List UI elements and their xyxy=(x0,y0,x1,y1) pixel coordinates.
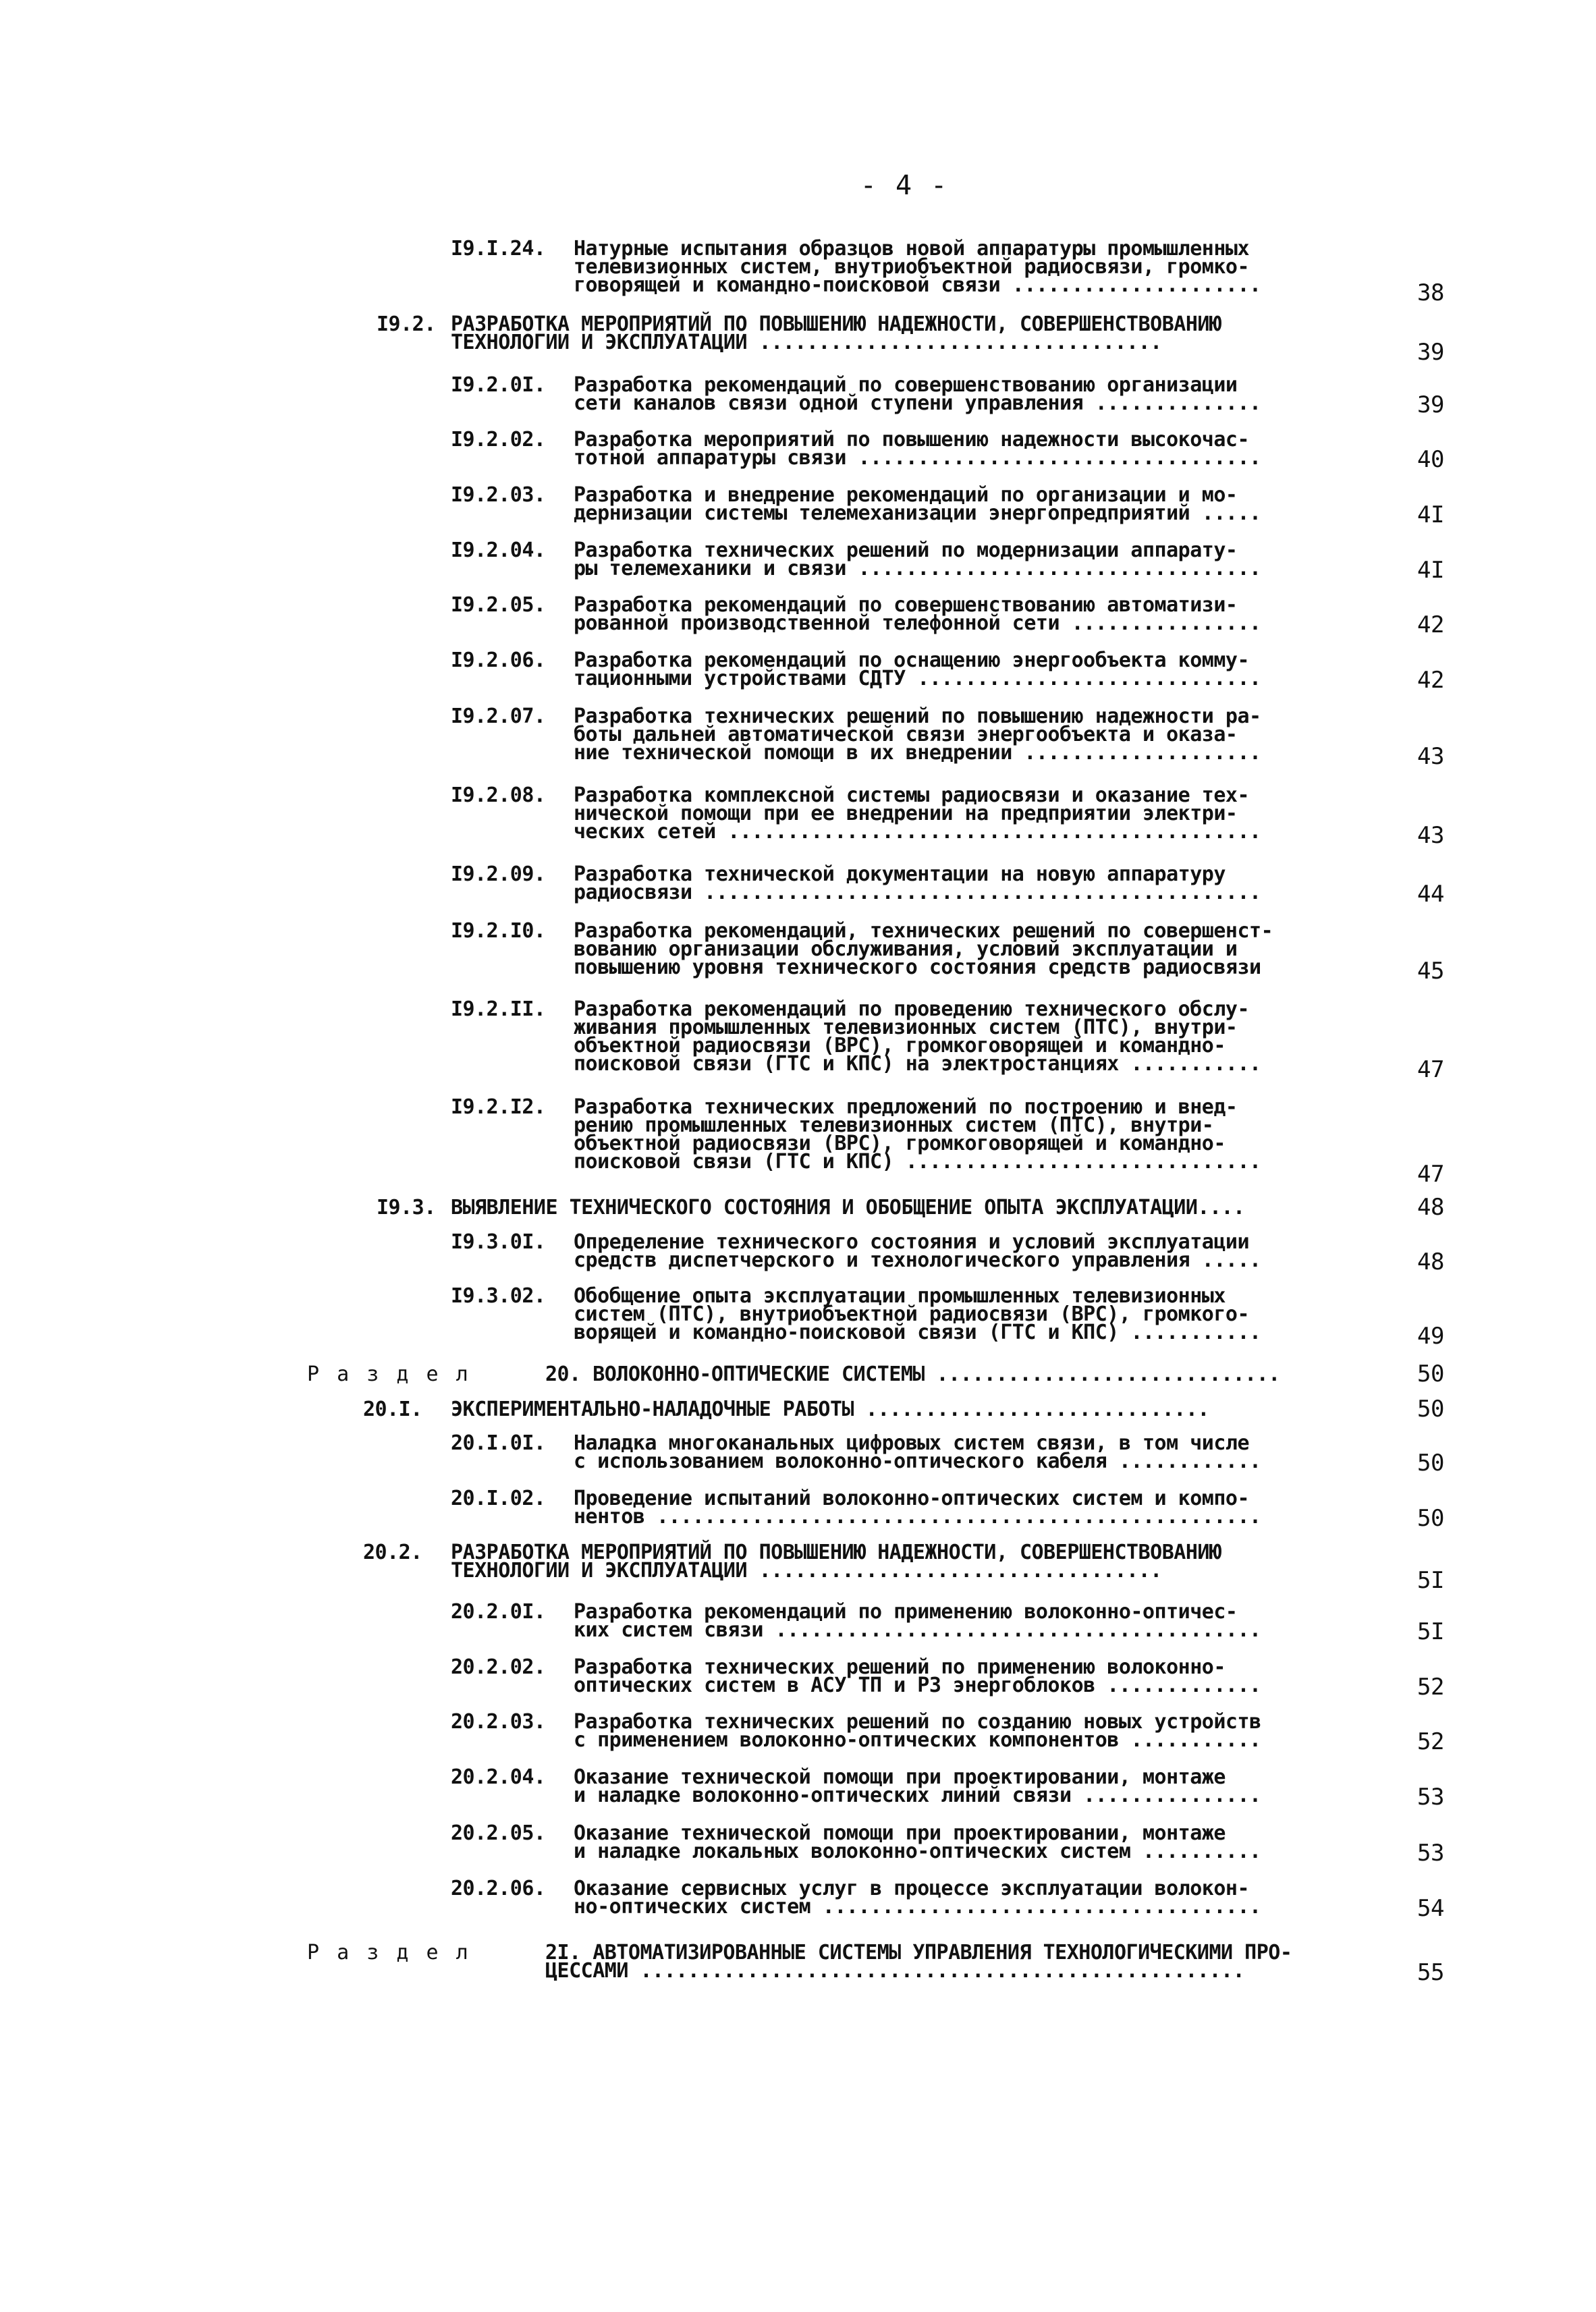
toc-entry-page: 43 xyxy=(1417,743,1444,770)
toc-entry-title: ЭКСПЕРИМЕНТАЛЬНО-НАЛАДОЧНЫЕ РАБОТЫ ............................. xyxy=(451,1398,1209,1421)
toc-entry-page: 50 xyxy=(1417,1396,1444,1423)
toc-entry-number: 20.2.04. xyxy=(451,1765,546,1789)
toc-entry-title: Наладка многоканальных цифровых систем связи, в том числе с использованием волоконно-оптического кабеля ............ xyxy=(574,1431,1261,1473)
toc-entry-number: 20.2. xyxy=(363,1541,422,1564)
toc-entry-number: Р а з д е л xyxy=(307,1363,471,1386)
toc-entry-number: 20.I. xyxy=(363,1398,422,1421)
toc-entry-page: 39 xyxy=(1417,391,1444,418)
toc-entry-number: 20.2.03. xyxy=(451,1710,546,1734)
toc-entry-page: 45 xyxy=(1417,958,1444,985)
toc-entry-page: 5I xyxy=(1417,1567,1444,1594)
toc-entry-number: I9.3. xyxy=(377,1196,436,1219)
toc-entry-number: I9.3.0I. xyxy=(451,1230,546,1254)
toc-entry-number: I9.2.07. xyxy=(451,705,546,728)
toc-entry-page: 47 xyxy=(1417,1056,1444,1083)
toc-entry-title: 2I. АВТОМАТИЗИРОВАННЫЕ СИСТЕМЫ УПРАВЛЕНИЯ ТЕХНОЛОГИЧЕСКИМИ ПРО- ЦЕССАМИ ................................................... xyxy=(545,1941,1292,1983)
toc-entry-title: Оказание сервисных услуг в процессе эксплуатации волокон- но-оптических систем ..................................... xyxy=(574,1877,1261,1919)
toc-entry-page: 38 xyxy=(1417,279,1444,306)
toc-entry-title: Разработка рекомендаций, технических решений по совершенст- вованию организации обслуживания, условий эксплуатации и повышению уровня технического состояния средств радиосвязи xyxy=(574,919,1273,979)
toc-entry-page: 44 xyxy=(1417,881,1444,908)
toc-entry-page: 53 xyxy=(1417,1784,1444,1811)
toc-entry-title: Разработка технических решений по применению волоконно- оптических систем в АСУ ТП и РЗ энергоблоков ............. xyxy=(574,1655,1261,1697)
toc-entry-number: I9.2.08. xyxy=(451,783,546,807)
toc-entry-title: 20. ВОЛОКОННО-ОПТИЧЕСКИЕ СИСТЕМЫ ............................. xyxy=(545,1363,1280,1386)
toc-entry-page: 54 xyxy=(1417,1895,1444,1922)
toc-entry-title: Оказание технической помощи при проектировании, монтаже и наладке локальных волоконно-оптических систем .......... xyxy=(574,1821,1261,1863)
toc-entry-number: 20.2.05. xyxy=(451,1821,546,1845)
toc-entry-title: РАЗРАБОТКА МЕРОПРИЯТИЙ ПО ПОВЫШЕНИЮ НАДЕЖНОСТИ, СОВЕРШЕНСТВОВАНИЮ ТЕХНОЛОГИИ И ЭКСПЛУАТАЦИИ .................................. xyxy=(451,312,1221,354)
toc-entry-page: 5I xyxy=(1417,1618,1444,1645)
toc-entry-title: Разработка мероприятий по повышению надежности высокочас- тотной аппаратуры связи .................................. xyxy=(574,428,1261,470)
toc-entry-page: 40 xyxy=(1417,446,1444,473)
toc-entry-title: Разработка рекомендаций по совершенствованию организации сети каналов связи одной ступени управления .............. xyxy=(574,373,1261,415)
toc-entry-title: Разработка технических решений по модернизации аппарату- ры телемеханики и связи .................................. xyxy=(574,539,1261,580)
toc-entry-title: РАЗРАБОТКА МЕРОПРИЯТИЙ ПО ПОВЫШЕНИЮ НАДЕЖНОСТИ, СОВЕРШЕНСТВОВАНИЮ ТЕХНОЛОГИИ И ЭКСПЛУАТАЦИИ .................................. xyxy=(451,1541,1221,1582)
toc-entry-title: Разработка комплексной системы радиосвязи и оказание тех- нической помощи при ее внедрении на предприятии электри- ческих сетей ............................................. xyxy=(574,783,1261,844)
toc-entry-page: 55 xyxy=(1417,1959,1444,1986)
toc-entry-title: Разработка технических решений по повышению надежности ра- боты дальней автоматической связи энергообъекта и оказа- ние технической помощи в их внедрении .................... xyxy=(574,705,1261,765)
toc-entry-page: 50 xyxy=(1417,1360,1444,1387)
toc-entry-page: 48 xyxy=(1417,1194,1444,1221)
toc-entry-page: 52 xyxy=(1417,1674,1444,1701)
toc-entry-number: 20.2.0I. xyxy=(451,1600,546,1624)
toc-entry-number: I9.2.05. xyxy=(451,593,546,617)
toc-entry-page: 47 xyxy=(1417,1161,1444,1188)
toc-entry-number: I9.2.04. xyxy=(451,539,546,562)
toc-entry-title: Разработка рекомендаций по применению волоконно-оптичес- ких систем связи ......................................... xyxy=(574,1600,1261,1642)
toc-entry-title: Разработка рекомендаций по оснащению энергообъекта комму- тационными устройствами СДТУ ............................. xyxy=(574,649,1261,690)
toc-entry-number: I9.2.I2. xyxy=(451,1095,546,1119)
toc-entry-page: 42 xyxy=(1417,667,1444,694)
toc-entry-title: Разработка технической документации на новую аппаратуру радиосвязи ............................................... xyxy=(574,862,1261,904)
toc-entry-page: 49 xyxy=(1417,1323,1444,1350)
toc-entry-title: Определение технического состояния и условий эксплуатации средств диспетчерского и технологического управления ..... xyxy=(574,1230,1261,1272)
toc-entry-number: I9.2. xyxy=(377,312,436,336)
toc-entry-title: Разработка рекомендаций по совершенствованию автоматизи- рованной производственной телефонной сети ................ xyxy=(574,593,1261,635)
toc-entry-number: I9.I.24. xyxy=(451,237,546,260)
toc-entry-title: Обобщение опыта эксплуатации промышленных телевизионных систем (ПТС), внутриобъектной радиосвязи (ВРС), громкого- ворящей и командно-поисковой связи (ГТС и КПС) ........... xyxy=(574,1284,1261,1344)
toc-entry-title: Натурные испытания образцов новой аппаратуры промышленных телевизионных систем, внутриобъектной радиосвязи, громко- говорящей и командно-поисковой связи ..................... xyxy=(574,237,1261,297)
toc-entry-title: Разработка рекомендаций по проведению технического обслу- живания промышленных телевизионных систем (ПТС), внутри- объектной радиосвязи (ВРС), громкоговорящей и командно- поисковой связи (ГТС и КПС) на электростанциях ........... xyxy=(574,997,1261,1076)
toc-entry-number: 20.I.02. xyxy=(451,1487,546,1510)
toc-entry-page: 50 xyxy=(1417,1450,1444,1477)
toc-entry-title: Разработка технических предложений по построению и внед- рению промышленных телевизионных систем (ПТС), внутри- объектной радиосвязи (ВРС), громкоговорящей и командно- поисковой связи (ГТС и КПС) .............................. xyxy=(574,1095,1261,1174)
toc-entry-page: 52 xyxy=(1417,1728,1444,1755)
toc-entry-number: I9.2.II. xyxy=(451,997,546,1021)
toc-entry-number: I9.2.06. xyxy=(451,649,546,672)
toc-entry-number: Р а з д е л xyxy=(307,1941,471,1964)
toc-entry-number: I9.2.I0. xyxy=(451,919,546,943)
toc-entry-page: 43 xyxy=(1417,822,1444,849)
page-number: - 4 - xyxy=(860,170,949,201)
toc-entry-number: I9.2.02. xyxy=(451,428,546,451)
toc-entry-page: 4I xyxy=(1417,501,1444,528)
toc-entry-number: 20.2.06. xyxy=(451,1877,546,1900)
toc-entry-page: 4I xyxy=(1417,557,1444,584)
toc-entry-page: 50 xyxy=(1417,1505,1444,1532)
toc-entry-page: 48 xyxy=(1417,1248,1444,1275)
toc-entry-page: 39 xyxy=(1417,339,1444,366)
toc-entry-number: I9.2.09. xyxy=(451,862,546,886)
toc-entry-title: Оказание технической помощи при проектировании, монтаже и наладке волоконно-оптических линий связи ............... xyxy=(574,1765,1261,1807)
toc-entry-number: I9.2.0I. xyxy=(451,373,546,397)
toc-entry-number: I9.3.02. xyxy=(451,1284,546,1308)
toc-entry-number: 20.2.02. xyxy=(451,1655,546,1679)
toc-entry-number: I9.2.03. xyxy=(451,483,546,507)
toc-entry-page: 42 xyxy=(1417,611,1444,638)
toc-entry-title: Разработка технических решений по созданию новых устройств с применением волоконно-оптических компонентов ........... xyxy=(574,1710,1261,1752)
toc-entry-title: Проведение испытаний волоконно-оптических систем и компо- нентов ................................................... xyxy=(574,1487,1261,1529)
toc-entry-page: 53 xyxy=(1417,1840,1444,1867)
toc-entry-title: Разработка и внедрение рекомендаций по организации и мо- дернизации системы телемеханизации энергопредприятий ..... xyxy=(574,483,1261,525)
toc-entry-title: ВЫЯВЛЕНИЕ ТЕХНИЧЕСКОГО СОСТОЯНИЯ И ОБОБЩЕНИЕ ОПЫТА ЭКСПЛУАТАЦИИ.... xyxy=(451,1196,1245,1219)
toc-entry-number: 20.I.0I. xyxy=(451,1431,546,1455)
